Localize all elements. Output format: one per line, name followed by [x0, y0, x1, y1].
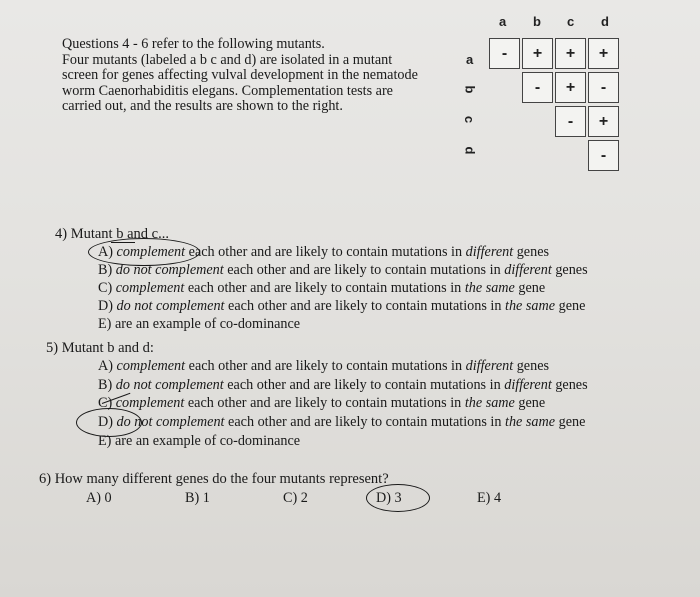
- intro-line: carried out, and the results are shown to the right.: [62, 98, 343, 115]
- intro-line: worm Caenorhabiditis elegans. Complementation tests are: [62, 82, 393, 99]
- cell-a-d: +: [588, 38, 619, 69]
- intro-line: Questions 4 - 6 refer to the following mutants.: [62, 36, 325, 52]
- q5-option-a[interactable]: A) complement each other and are likely to contain mutations in different genes: [98, 358, 550, 374]
- cell-a-b: +: [522, 38, 553, 69]
- cell-c-c: -: [555, 106, 586, 137]
- q5-option-b[interactable]: B) do not complement each other and are likely to contain mutations in different genes: [98, 377, 588, 393]
- column-label-b: b: [533, 14, 541, 29]
- row-label-a: a: [466, 52, 474, 67]
- row-label-d: d: [462, 146, 478, 155]
- row-label-b: b: [462, 85, 478, 94]
- column-label-d: d: [601, 14, 609, 29]
- q5-option-c[interactable]: C) complement each other and are likely to contain mutations in the same gene: [98, 395, 546, 411]
- question-5-title: 5) Mutant b and d:: [46, 340, 154, 356]
- q6-option-e[interactable]: E) 4: [477, 490, 502, 506]
- cell-b-d: -: [588, 72, 619, 103]
- question-6-title: 6) How many different genes do the four mutants represent?: [39, 471, 389, 487]
- q6-option-c[interactable]: C) 2: [283, 490, 308, 506]
- intro-line: screen for genes affecting vulval development in the nematode: [62, 67, 418, 84]
- q5-option-d[interactable]: D) do not complement each other and are likely to contain mutations in the same gene: [98, 414, 586, 430]
- intro-paragraph: [62, 37, 462, 115]
- intro-line: Four mutants (labeled a b c and d) are isolated in a mutant: [62, 51, 393, 68]
- q4-option-e[interactable]: E) are an example of co-dominance: [98, 316, 301, 332]
- q4-option-d[interactable]: D) do not complement each other and are likely to contain mutations in the same gene: [98, 298, 586, 314]
- q5-option-e[interactable]: E) are an example of co-dominance: [98, 433, 301, 449]
- cell-b-b: -: [522, 72, 553, 103]
- q6-option-d[interactable]: D) 3: [376, 490, 402, 506]
- q4-title-underline-mark: [111, 242, 135, 243]
- q4-option-c[interactable]: C) complement each other and are likely to contain mutations in the same gene: [98, 280, 546, 296]
- cell-d-d: -: [588, 140, 619, 171]
- q4-option-a[interactable]: A) complement each other and are likely to contain mutations in different genes: [98, 244, 550, 260]
- cell-a-a: -: [489, 38, 520, 69]
- column-label-c: c: [567, 14, 575, 29]
- question-4-title: 4) Mutant b and c...: [55, 226, 169, 242]
- q6-option-a[interactable]: A) 0: [86, 490, 112, 506]
- cell-c-d: +: [588, 106, 619, 137]
- column-label-a: a: [499, 14, 507, 29]
- cell-a-c: +: [555, 38, 586, 69]
- q6-option-b[interactable]: B) 1: [185, 490, 210, 506]
- q4-option-b[interactable]: B) do not complement each other and are likely to contain mutations in different genes: [98, 262, 588, 278]
- row-label-c: c: [462, 115, 478, 124]
- cell-b-c: +: [555, 72, 586, 103]
